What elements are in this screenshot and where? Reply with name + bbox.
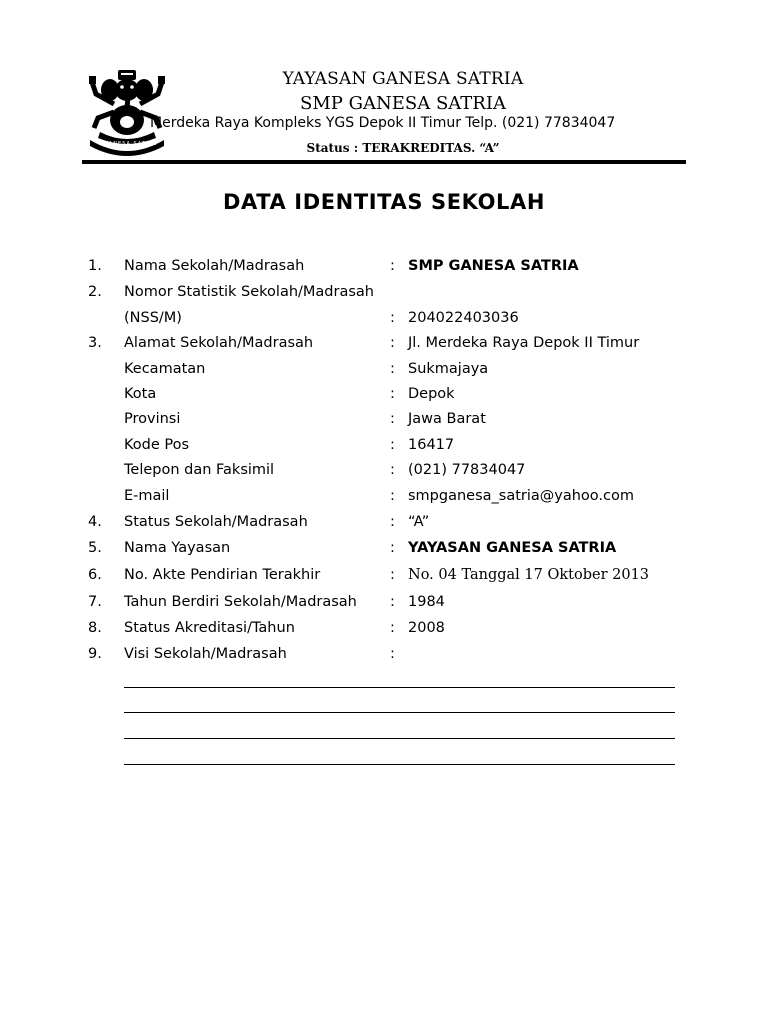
row-label: Tahun Berdiri Sekolah/Madrasah bbox=[124, 594, 357, 610]
header-divider bbox=[82, 160, 686, 164]
identity-row bbox=[0, 620, 768, 642]
row-separator: : bbox=[390, 310, 395, 326]
row-value: Sukmajaya bbox=[408, 361, 489, 377]
row-value: “A” bbox=[408, 514, 430, 530]
identity-row bbox=[0, 411, 768, 433]
row-value: YAYASAN GANESA SATRIA bbox=[408, 540, 617, 556]
identity-row bbox=[0, 284, 768, 306]
row-value: Jawa Barat bbox=[408, 411, 486, 427]
row-label: Provinsi bbox=[124, 411, 181, 427]
row-label: Nama Sekolah/Madrasah bbox=[124, 258, 305, 274]
school-address: Merdeka Raya Kompleks YGS Depok II Timur Telp. (021) 77834047 bbox=[150, 115, 616, 131]
row-label: (NSS/M) bbox=[124, 310, 182, 326]
identity-row bbox=[0, 646, 768, 668]
blank-fill-line bbox=[124, 712, 675, 713]
row-separator: : bbox=[390, 258, 395, 274]
row-separator: : bbox=[390, 594, 395, 610]
row-separator: : bbox=[390, 514, 395, 530]
row-value: (021) 77834047 bbox=[408, 462, 526, 478]
logo-ribbon-text: GANESA SATRIA bbox=[104, 141, 158, 147]
row-number: 3. bbox=[88, 335, 102, 351]
row-number: 5. bbox=[88, 540, 102, 556]
foundation-name: YAYASAN GANESA SATRIA bbox=[282, 69, 524, 89]
identity-row bbox=[0, 258, 768, 280]
row-value: 16417 bbox=[408, 437, 455, 453]
identity-row bbox=[0, 361, 768, 383]
row-value: Depok bbox=[408, 386, 455, 402]
row-value: SMP GANESA SATRIA bbox=[408, 258, 579, 274]
school-logo bbox=[86, 66, 168, 158]
row-label: Kota bbox=[124, 386, 157, 402]
row-label: Nama Yayasan bbox=[124, 540, 231, 556]
identity-row bbox=[0, 335, 768, 357]
row-label: Kode Pos bbox=[124, 437, 190, 453]
blank-fill-line bbox=[124, 738, 675, 739]
row-number: 8. bbox=[88, 620, 102, 636]
row-value: smpganesa_satria@yahoo.com bbox=[408, 488, 634, 504]
row-label: E-mail bbox=[124, 488, 170, 504]
row-value: 204022403036 bbox=[408, 310, 519, 326]
identity-row bbox=[0, 567, 768, 589]
row-label: Alamat Sekolah/Madrasah bbox=[124, 335, 314, 351]
row-separator: : bbox=[390, 620, 395, 636]
row-number: 7. bbox=[88, 594, 102, 610]
accreditation-status: Status : TERAKREDITAS. “A” bbox=[306, 141, 500, 155]
row-separator: : bbox=[390, 567, 395, 583]
row-value: Jl. Merdeka Raya Depok II Timur bbox=[408, 335, 640, 351]
row-separator: : bbox=[390, 437, 395, 453]
row-value: 1984 bbox=[408, 594, 445, 610]
identity-row bbox=[0, 437, 768, 459]
identity-row bbox=[0, 594, 768, 616]
row-label: Status Akreditasi/Tahun bbox=[124, 620, 295, 636]
row-number: 4. bbox=[88, 514, 102, 530]
school-name: SMP GANESA SATRIA bbox=[300, 93, 506, 114]
row-label: Telepon dan Faksimil bbox=[124, 462, 275, 478]
row-label: Nomor Statistik Sekolah/Madrasah bbox=[124, 284, 374, 300]
row-number: 9. bbox=[88, 646, 102, 662]
document-title: DATA IDENTITAS SEKOLAH bbox=[222, 190, 546, 214]
identity-row bbox=[0, 488, 768, 510]
row-label: Visi Sekolah/Madrasah bbox=[124, 646, 287, 662]
blank-fill-line bbox=[124, 764, 675, 765]
row-separator: : bbox=[390, 411, 395, 427]
identity-row bbox=[0, 514, 768, 536]
identity-row bbox=[0, 540, 768, 562]
row-separator: : bbox=[390, 488, 395, 504]
row-label: Kecamatan bbox=[124, 361, 206, 377]
row-separator: : bbox=[390, 462, 395, 478]
identity-row bbox=[0, 462, 768, 484]
row-separator: : bbox=[390, 386, 395, 402]
row-label: No. Akte Pendirian Terakhir bbox=[124, 567, 321, 583]
identity-row bbox=[0, 310, 768, 332]
row-label: Status Sekolah/Madrasah bbox=[124, 514, 308, 530]
row-number: 1. bbox=[88, 258, 102, 274]
row-number: 2. bbox=[88, 284, 102, 300]
row-separator: : bbox=[390, 335, 395, 351]
row-separator: : bbox=[390, 646, 395, 662]
identity-row bbox=[0, 386, 768, 408]
row-separator: : bbox=[390, 361, 395, 377]
row-number: 6. bbox=[88, 567, 102, 583]
row-value: No. 04 Tanggal 17 Oktober 2013 bbox=[408, 567, 650, 583]
row-separator: : bbox=[390, 540, 395, 556]
row-value: 2008 bbox=[408, 620, 445, 636]
blank-fill-line bbox=[124, 687, 675, 688]
